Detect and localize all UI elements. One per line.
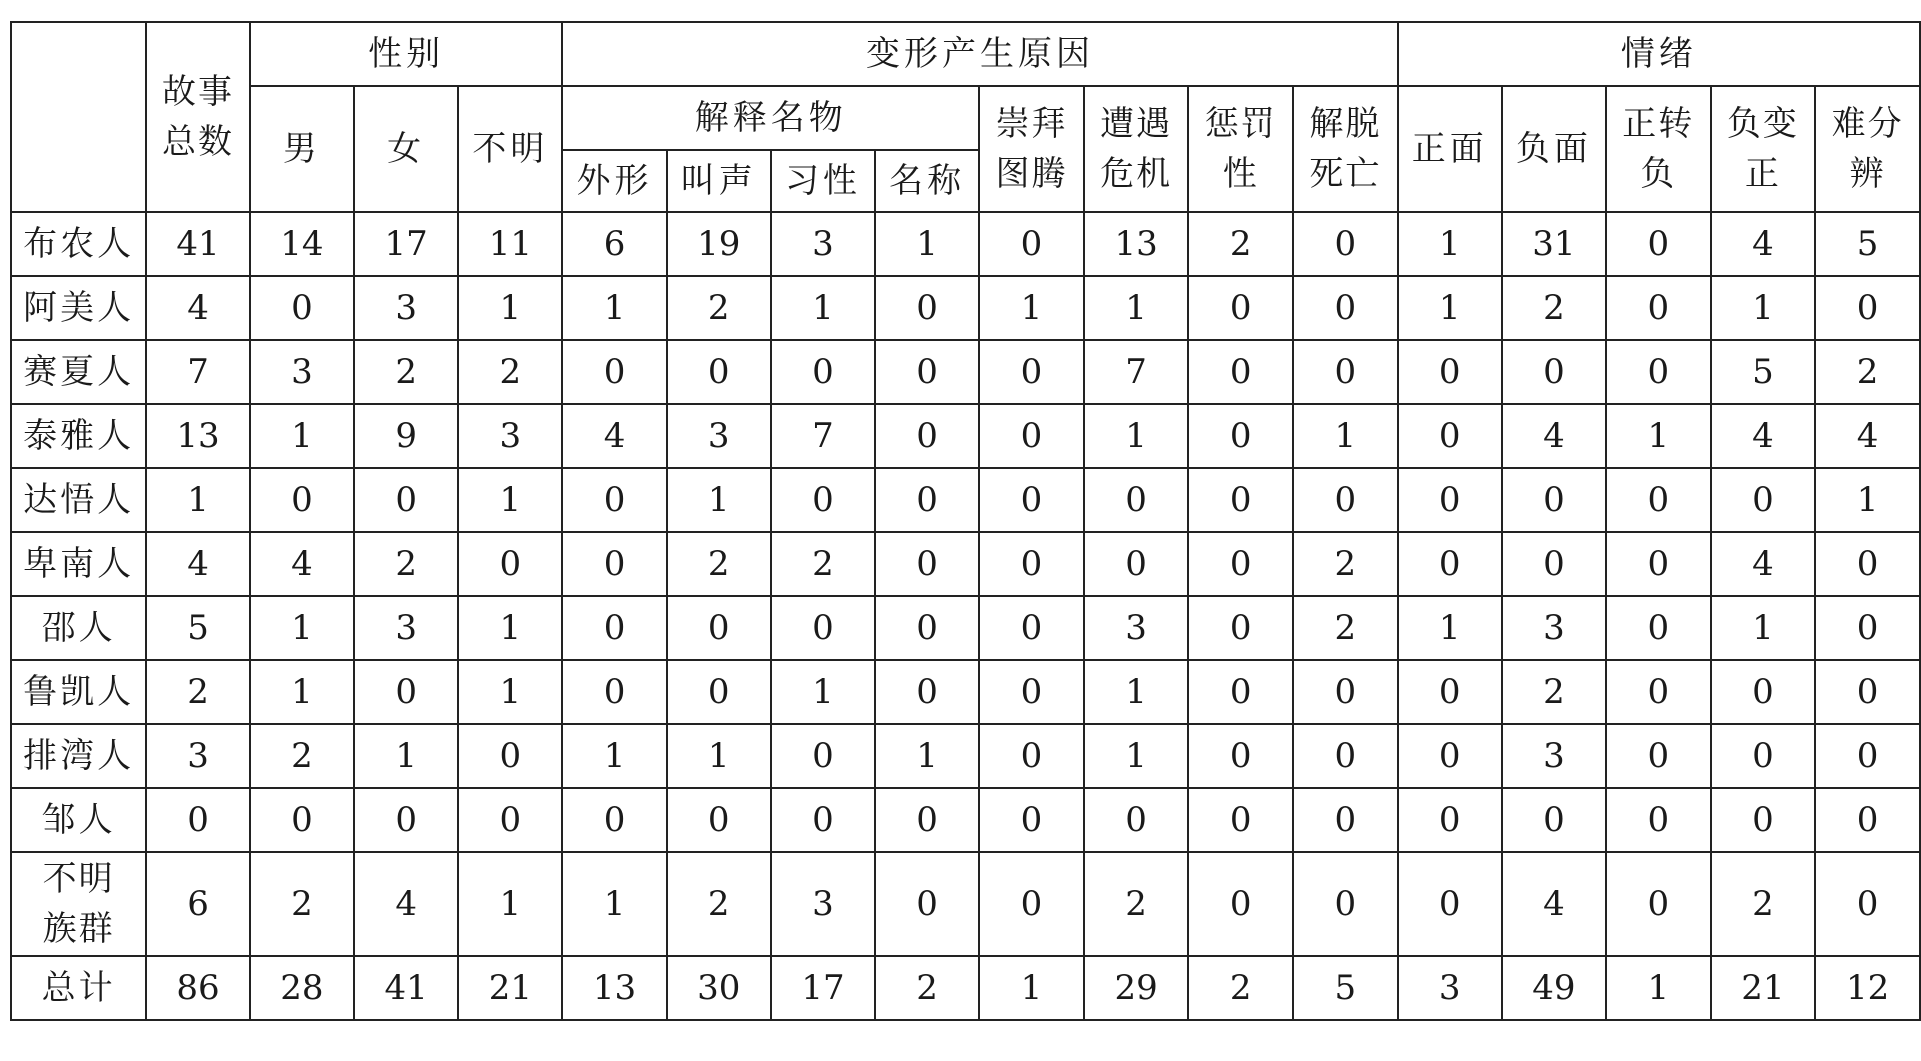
table-cell: 0: [1711, 724, 1816, 788]
table-cell: 14: [250, 212, 354, 276]
table-cell: 2: [458, 340, 562, 404]
table-cell: 1: [979, 276, 1084, 340]
header-gender-female: 女: [354, 86, 458, 212]
header-gender-unknown: 不明: [458, 86, 562, 212]
table-cell: 0: [250, 276, 354, 340]
table-cell: 4: [1502, 404, 1606, 468]
table-cell: 2: [1293, 532, 1398, 596]
table-cell: 2: [250, 852, 354, 956]
table-row: [11, 340, 1920, 404]
table-cell: 2: [146, 660, 250, 724]
table-cell: 0: [979, 852, 1084, 956]
table-cell: 0: [1293, 468, 1398, 532]
table-cell: 4: [146, 532, 250, 596]
table-cell: 17: [771, 956, 875, 1020]
table-cell: 7: [771, 404, 875, 468]
table-cell: 0: [1606, 788, 1711, 852]
table-cell: 0: [875, 404, 979, 468]
header-cause-escape-death: 解脱死亡: [1293, 86, 1398, 212]
table-cell: 0: [1606, 596, 1711, 660]
table-cell: 0: [1815, 660, 1920, 724]
table-cell: 1: [250, 660, 354, 724]
table-cell: 2: [771, 532, 875, 596]
table-cell: 0: [979, 788, 1084, 852]
header-emotion-unclear: 难分辨: [1815, 86, 1920, 212]
table-cell: 0: [875, 468, 979, 532]
table-cell: 2: [667, 852, 771, 956]
table-cell: 3: [771, 852, 875, 956]
table-cell: 0: [1188, 468, 1293, 532]
table-cell: 1: [1398, 596, 1502, 660]
table-cell: 5: [1711, 340, 1816, 404]
table-cell: 3: [667, 404, 771, 468]
table-cell: 2: [667, 532, 771, 596]
table-cell: 0: [1398, 724, 1502, 788]
table-cell: 28: [250, 956, 354, 1020]
table-cell: 0: [875, 660, 979, 724]
table-cell: 49: [1502, 956, 1606, 1020]
table-cell: 0: [771, 788, 875, 852]
table-cell: 1: [354, 724, 458, 788]
row-group-label: 卑南人: [11, 532, 146, 596]
header-emotion: 情绪: [1398, 22, 1920, 86]
table-cell: 7: [146, 340, 250, 404]
table-cell: 0: [667, 660, 771, 724]
table-cell: 2: [1711, 852, 1816, 956]
table-cell: 41: [354, 956, 458, 1020]
table-cell: 0: [979, 340, 1084, 404]
table-cell: 0: [875, 340, 979, 404]
table-cell: 0: [1815, 724, 1920, 788]
table-cell: 1: [1711, 276, 1816, 340]
table-cell: 0: [458, 532, 562, 596]
table-cell: 4: [1815, 404, 1920, 468]
table-row: [11, 596, 1920, 660]
table-cell: 0: [1815, 852, 1920, 956]
header-explain-name: 名称: [875, 150, 979, 212]
table-cell: 0: [250, 468, 354, 532]
table-cell: 4: [562, 404, 666, 468]
table-cell: 0: [979, 724, 1084, 788]
table-cell: 0: [875, 788, 979, 852]
table-cell: 0: [1711, 468, 1816, 532]
table-cell: 3: [1084, 596, 1189, 660]
header-emotion-positive: 正面: [1398, 86, 1502, 212]
table-row: [11, 724, 1920, 788]
table-cell: 0: [1711, 660, 1816, 724]
table-cell: 5: [1815, 212, 1920, 276]
table-cell: 1: [458, 660, 562, 724]
table-cell: 2: [354, 340, 458, 404]
table-cell: 0: [1293, 788, 1398, 852]
table-cell: 0: [1293, 212, 1398, 276]
table-cell: 0: [1188, 596, 1293, 660]
table-cell: 0: [1815, 788, 1920, 852]
table-cell: 4: [250, 532, 354, 596]
table-cell: 0: [875, 852, 979, 956]
table-row: [11, 788, 1920, 852]
table-cell: 0: [562, 660, 666, 724]
table-cell: 0: [1606, 468, 1711, 532]
row-group-label: 赛夏人: [11, 340, 146, 404]
table-cell: 0: [1188, 852, 1293, 956]
table-cell: 0: [1398, 340, 1502, 404]
table-cell: 3: [146, 724, 250, 788]
table-cell: 0: [1084, 788, 1189, 852]
table-cell: 13: [562, 956, 666, 1020]
table-cell: 0: [1606, 532, 1711, 596]
table-cell: 0: [1398, 532, 1502, 596]
table-cell: 0: [1711, 788, 1816, 852]
table-cell: 13: [1084, 212, 1189, 276]
table-cell: 41: [146, 212, 250, 276]
table-cell: 0: [1398, 788, 1502, 852]
table-cell: 6: [146, 852, 250, 956]
table-cell: 1: [562, 724, 666, 788]
table-cell: 0: [1502, 532, 1606, 596]
table-cell: 1: [1815, 468, 1920, 532]
table-cell: 2: [1293, 596, 1398, 660]
table-cell: 0: [562, 788, 666, 852]
table-cell: 0: [1502, 468, 1606, 532]
table-cell: 0: [1188, 660, 1293, 724]
table-cell: 5: [1293, 956, 1398, 1020]
header-total: 故事总数: [146, 22, 250, 212]
table-cell: 0: [1293, 724, 1398, 788]
table-cell: 0: [979, 468, 1084, 532]
row-group-label-text: 不明族群: [42, 859, 115, 949]
table-row: [11, 212, 1920, 276]
table-cell: 2: [1815, 340, 1920, 404]
table-cell: 2: [1084, 852, 1189, 956]
table-cell: 0: [1606, 212, 1711, 276]
table-cell: 5: [146, 596, 250, 660]
table-cell: 3: [1502, 724, 1606, 788]
table-cell: 2: [250, 724, 354, 788]
table-cell: 0: [1398, 660, 1502, 724]
header-emotion-neg-to-pos: 负变正: [1711, 86, 1816, 212]
table-cell: 0: [562, 596, 666, 660]
header-cause: 变形产生原因: [562, 22, 1397, 86]
header-explain-shape: 外形: [562, 150, 666, 212]
table-cell: 0: [771, 596, 875, 660]
table-cell: 30: [667, 956, 771, 1020]
header-cause-totem: 崇拜图腾: [979, 86, 1084, 212]
table-cell: 3: [250, 340, 354, 404]
table-cell: 1: [667, 468, 771, 532]
table-cell: 19: [667, 212, 771, 276]
header-emotion-negative: 负面: [1502, 86, 1606, 212]
header-explain: 解释名物: [562, 86, 979, 150]
table-cell: 0: [1293, 852, 1398, 956]
table-row: [11, 852, 1920, 956]
table-cell: 29: [1084, 956, 1189, 1020]
table-cell: 2: [1188, 956, 1293, 1020]
table-cell: 0: [458, 788, 562, 852]
table-cell: 0: [1815, 532, 1920, 596]
data-table: [10, 21, 1921, 1021]
table-cell: 3: [1502, 596, 1606, 660]
table-cell: 0: [979, 404, 1084, 468]
table-cell: 0: [979, 660, 1084, 724]
table-cell: 0: [1815, 596, 1920, 660]
table-cell: 0: [562, 532, 666, 596]
table-cell: 0: [771, 468, 875, 532]
table-cell: 2: [667, 276, 771, 340]
row-group-label: 泰雅人: [11, 404, 146, 468]
table-cell: 0: [979, 212, 1084, 276]
table-cell: 1: [562, 852, 666, 956]
table-cell: 0: [1293, 660, 1398, 724]
table-cell: 12: [1815, 956, 1920, 1020]
table-cell: 0: [667, 340, 771, 404]
table-cell: 4: [1711, 212, 1816, 276]
table-cell: 3: [354, 596, 458, 660]
table-cell: 0: [1815, 276, 1920, 340]
row-group-label: 鲁凯人: [11, 660, 146, 724]
table-cell: 0: [1293, 340, 1398, 404]
table-cell: 0: [1188, 724, 1293, 788]
table-cell: 0: [1188, 532, 1293, 596]
table-cell: 1: [1606, 956, 1711, 1020]
table-row: [11, 468, 1920, 532]
table-cell: 21: [1711, 956, 1816, 1020]
header-cause-punishment: 惩罚性: [1188, 86, 1293, 212]
table-cell: 1: [1398, 276, 1502, 340]
table-row: [11, 276, 1920, 340]
row-group-label: 排湾人: [11, 724, 146, 788]
table-cell: 0: [146, 788, 250, 852]
table-row: [11, 660, 1920, 724]
table-cell: 1: [458, 468, 562, 532]
table-cell: 1: [458, 596, 562, 660]
table-cell: 0: [354, 788, 458, 852]
table-cell: 0: [1188, 404, 1293, 468]
table-cell: 3: [771, 212, 875, 276]
table-cell: 1: [1084, 724, 1189, 788]
table-cell: 2: [354, 532, 458, 596]
table-cell: 2: [1188, 212, 1293, 276]
table-cell: 0: [667, 596, 771, 660]
table-cell: 1: [146, 468, 250, 532]
table-cell: 1: [250, 596, 354, 660]
row-group-label: 达悟人: [11, 468, 146, 532]
table-cell: 2: [1502, 660, 1606, 724]
row-group-label: 阿美人: [11, 276, 146, 340]
row-group-label: 邵人: [11, 596, 146, 660]
table-cell: 1: [875, 724, 979, 788]
table-cell: 1: [1084, 660, 1189, 724]
table-cell: 0: [875, 276, 979, 340]
table-cell: 0: [1188, 788, 1293, 852]
row-group-label: 布农人: [11, 212, 146, 276]
table-wrapper: [10, 21, 1921, 1021]
table-cell: 0: [354, 660, 458, 724]
table-cell: 0: [1398, 404, 1502, 468]
table-cell: 4: [1502, 852, 1606, 956]
table-cell: 0: [979, 532, 1084, 596]
row-group-label: 总计: [11, 956, 146, 1020]
table-cell: 0: [667, 788, 771, 852]
table-cell: 1: [1084, 276, 1189, 340]
table-body: [11, 212, 1920, 1020]
table-cell: 1: [1293, 404, 1398, 468]
table-row: [11, 956, 1920, 1020]
table-cell: 4: [354, 852, 458, 956]
table-cell: 0: [1188, 340, 1293, 404]
table-cell: 1: [458, 852, 562, 956]
table-cell: 4: [1711, 532, 1816, 596]
table-cell: 1: [1398, 212, 1502, 276]
table-cell: 1: [771, 660, 875, 724]
table-cell: 3: [354, 276, 458, 340]
table-cell: 1: [979, 956, 1084, 1020]
header-cause-crisis: 遭遇危机: [1084, 86, 1189, 212]
header-gender: 性别: [250, 22, 563, 86]
table-cell: 0: [979, 596, 1084, 660]
table-cell: 0: [1606, 660, 1711, 724]
table-cell: 0: [1398, 468, 1502, 532]
table-cell: 0: [1398, 852, 1502, 956]
table-cell: 3: [1398, 956, 1502, 1020]
table-cell: 0: [875, 532, 979, 596]
table-cell: 1: [875, 212, 979, 276]
table-cell: 0: [1293, 276, 1398, 340]
table-cell: 7: [1084, 340, 1189, 404]
table-cell: 1: [1606, 404, 1711, 468]
header-explain-sound: 叫声: [667, 150, 771, 212]
row-group-label: [11, 852, 146, 956]
table-cell: 1: [250, 404, 354, 468]
table-cell: 0: [1084, 468, 1189, 532]
table-cell: 0: [250, 788, 354, 852]
table-cell: 17: [354, 212, 458, 276]
header-gender-male: 男: [250, 86, 354, 212]
table-cell: 11: [458, 212, 562, 276]
table-cell: 0: [1606, 724, 1711, 788]
table-cell: 4: [146, 276, 250, 340]
row-group-label: 邹人: [11, 788, 146, 852]
table-cell: 0: [1084, 532, 1189, 596]
table-cell: 3: [458, 404, 562, 468]
table-cell: 0: [354, 468, 458, 532]
table-cell: 0: [1606, 852, 1711, 956]
table-cell: 0: [1606, 340, 1711, 404]
table-cell: 0: [1502, 340, 1606, 404]
table-cell: 86: [146, 956, 250, 1020]
table-cell: 13: [146, 404, 250, 468]
table-cell: 0: [1606, 276, 1711, 340]
table-cell: 1: [458, 276, 562, 340]
header-explain-habit: 习性: [771, 150, 875, 212]
table-cell: 0: [1502, 788, 1606, 852]
table-cell: 9: [354, 404, 458, 468]
header-emotion-pos-to-neg: 正转负: [1606, 86, 1711, 212]
table-cell: 0: [771, 340, 875, 404]
table-cell: 1: [667, 724, 771, 788]
table-cell: 0: [562, 340, 666, 404]
table-row: [11, 404, 1920, 468]
table-cell: 1: [1084, 404, 1189, 468]
table-cell: 2: [1502, 276, 1606, 340]
corner-cell: [11, 22, 146, 212]
table-cell: 21: [458, 956, 562, 1020]
table-cell: 0: [562, 468, 666, 532]
table-cell: 4: [1711, 404, 1816, 468]
table-cell: 1: [562, 276, 666, 340]
table-cell: 2: [875, 956, 979, 1020]
table-cell: 0: [458, 724, 562, 788]
table-row: [11, 532, 1920, 596]
table-cell: 1: [1711, 596, 1816, 660]
table-cell: 0: [771, 724, 875, 788]
table-cell: 6: [562, 212, 666, 276]
table-cell: 31: [1502, 212, 1606, 276]
table-cell: 1: [771, 276, 875, 340]
table-cell: 0: [1188, 276, 1293, 340]
table-cell: 0: [875, 596, 979, 660]
